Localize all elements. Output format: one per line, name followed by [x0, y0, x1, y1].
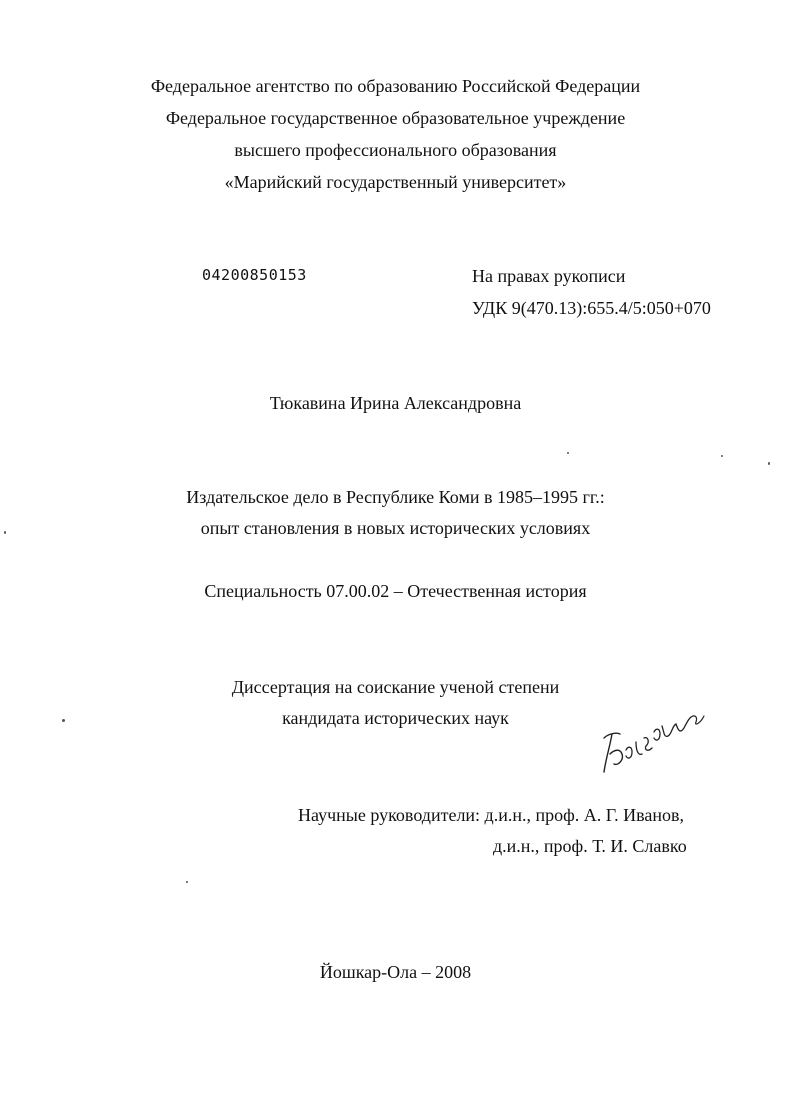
- header-university: «Марийский государственный университет»: [224, 172, 567, 192]
- scan-speck: [4, 531, 6, 534]
- manuscript-rights: На правах рукописи: [472, 266, 626, 286]
- header-agency: Федеральное агентство по образованию Российской Федерации: [150, 76, 641, 96]
- thesis-title-line1: Издательское дело в Республике Коми в 1985–1995 гг.:: [186, 487, 605, 507]
- scan-speck: [62, 719, 65, 722]
- city-year: Йошкар-Ола – 2008: [319, 962, 472, 982]
- scan-speck: [567, 452, 569, 454]
- author-name: Тюкавина Ирина Александровна: [269, 393, 522, 413]
- registry-number: 04200850153: [202, 266, 307, 284]
- scan-speck: [186, 881, 188, 883]
- scan-speck: [721, 455, 723, 457]
- thesis-title-line2: опыт становления в новых исторических условиях: [200, 518, 591, 538]
- udc-code: УДК 9(470.13):655.4/5:050+070: [472, 298, 711, 318]
- specialty: Специальность 07.00.02 – Отечественная история: [204, 581, 587, 601]
- supervisors-line2: д.и.н., проф. Т. И. Славко: [493, 836, 687, 856]
- dissertation-line2: кандидата исторических наук: [282, 708, 509, 728]
- supervisors-line1: Научные руководители: д.и.н., проф. А. Г. Иванов,: [298, 805, 685, 825]
- header-institution-type: Федеральное государственное образовательное учреждение: [165, 108, 626, 128]
- dissertation-line1: Диссертация на соискание ученой степени: [231, 677, 560, 697]
- scan-speck: [768, 462, 770, 465]
- handwritten-signature-icon: [590, 698, 710, 784]
- header-education-level: высшего профессионального образования: [234, 140, 557, 160]
